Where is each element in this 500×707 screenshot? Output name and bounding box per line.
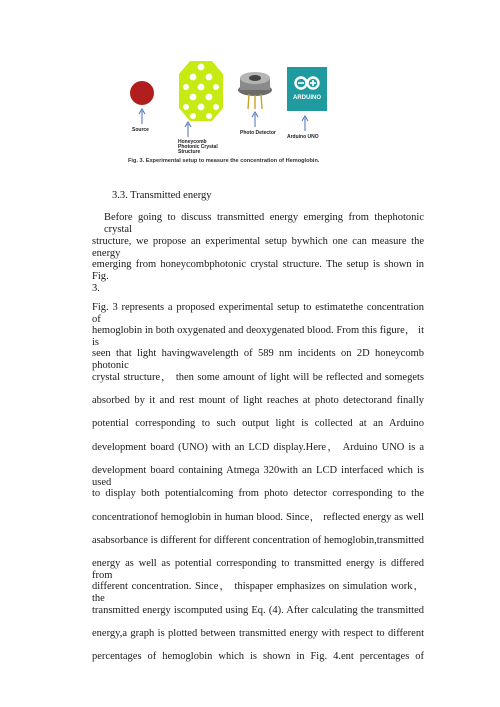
arduino-label: Arduino UNO	[287, 134, 319, 140]
paragraph-line: transmitted energy iscomputed using Eq. (4). After calculating the transmitted	[92, 605, 424, 616]
honeycomb-label-line-2: Photonic Crystal	[178, 144, 218, 150]
paragraph-line: Before going to discuss transmitted energy emerging from thephotonic crystal	[104, 212, 424, 235]
paragraph-line: absorbed by it and rest mount of light reaches at photo detectorand finally	[92, 395, 424, 406]
honeycomb-label-line-1: Honeycomb	[178, 139, 207, 145]
paragraph-line: seen that light havingwavelength of 589 nm incidents on 2D honeycomb photonic	[92, 348, 424, 371]
arrow-up-icon	[300, 115, 310, 131]
paragraph-line: to display both potentialcoming from photo detector corresponding to the	[92, 488, 424, 499]
honeycomb-structure-illustration	[178, 60, 224, 122]
paragraph-line: percentages of hemoglobin which is shown in Fig. 4.ent percentages of	[92, 651, 424, 662]
honeycomb-label-line-3: Structure	[178, 149, 201, 155]
detector-label: Photo Detector	[240, 130, 276, 136]
arrow-up-icon	[137, 108, 147, 124]
paragraph-line: energy,a graph is plotted between transmitted energy with respect to different	[92, 628, 424, 639]
figure-caption: Fig. 3. Experimental setup to measure the concentration of Hemoglobin.	[128, 158, 320, 164]
paragraph-line: Fig. 3 represents a proposed experimental setup to estimatethe concentration of	[92, 302, 424, 325]
paragraph-line: crystal structure， then some amount of light will be reflected and somegets	[92, 372, 424, 383]
arrow-up-icon	[183, 121, 193, 137]
arduino-logo-text: ARDUINO	[293, 95, 321, 101]
paragraph-line: asabsorbance is different for different concentration of hemoglobin,transmitted	[92, 535, 424, 546]
paragraph-line: 3.	[92, 283, 100, 294]
section-heading: 3.3. Transmitted energy	[112, 190, 212, 201]
source-label: Source	[132, 127, 149, 133]
paragraph-line: energy as well as potential corresponding to transmitted energy is differed from	[92, 558, 424, 581]
paragraph-line: development board containing Atmega 320with an LCD interfaced which is used	[92, 465, 424, 488]
paragraph-line: emerging from honeycombphotonic crystal structure. The setup is shown in Fig.	[92, 259, 424, 282]
source-illustration	[129, 80, 155, 106]
paragraph-line: concentrationof hemoglobin in human blood. Since， reflected energy as well	[92, 512, 424, 523]
arduino-logo	[287, 67, 327, 111]
paragraph-line: structure, we propose an experimental setup bywhich one can measure the energy	[92, 236, 424, 259]
paragraph-line: development board (UNO) with an LCD display.Here， Arduino UNO is a	[92, 442, 424, 453]
paragraph-line: potential corresponding to such output light is collected at an Arduino	[92, 418, 424, 429]
paragraph-line: different concentration. Since， thispaper emphasizes on simulation work， the	[92, 581, 424, 604]
photo-detector-illustration	[236, 68, 274, 110]
infinity-icon	[293, 76, 321, 90]
arrow-up-icon	[250, 111, 260, 127]
figure-3	[0, 0, 500, 175]
paragraph-line: hemoglobin in both oxygenated and deoxygenated blood. From this figure， it is	[92, 325, 424, 348]
